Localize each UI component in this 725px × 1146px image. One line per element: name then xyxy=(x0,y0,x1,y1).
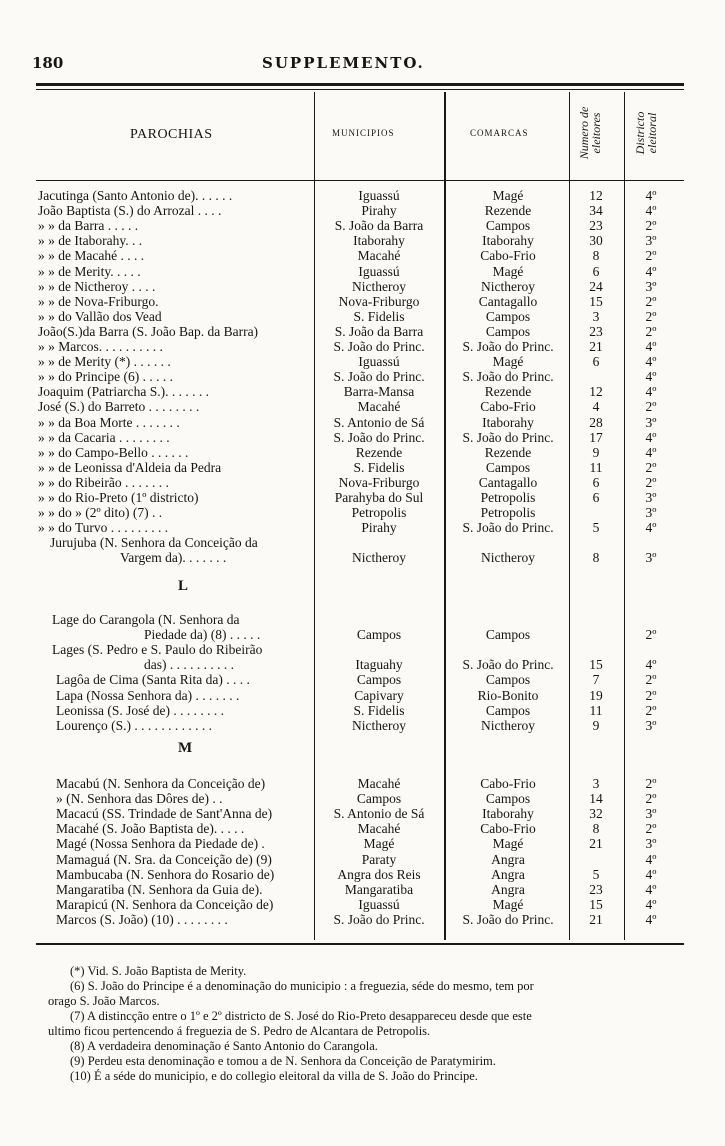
eleitores-cell: 23 xyxy=(589,324,603,339)
comarca-cell: Cantagallo xyxy=(478,475,538,490)
footnotes xyxy=(48,964,688,1084)
comarca-cell: Petropolis xyxy=(480,505,536,520)
comarca-cell: Rio-Bonito xyxy=(477,688,539,703)
footnote: (6) S. João do Principe é a denominação do municipio : a freguezia, séde do mesmo, tem por xyxy=(70,979,534,993)
table-row xyxy=(0,248,725,263)
table-row xyxy=(0,718,725,733)
parochia-cell: » » do » (2º dito) (7) . . xyxy=(38,505,163,520)
table-row xyxy=(0,791,725,806)
parochia-cell: » » do Vallão dos Vead xyxy=(38,309,162,324)
table-row xyxy=(0,233,725,248)
comarca-cell: Magé xyxy=(492,836,524,851)
eleitores-cell: 32 xyxy=(589,806,603,821)
comarca-cell: Rezende xyxy=(484,384,532,399)
comarca-cell: Cabo-Frio xyxy=(480,821,536,836)
eleitores-cell: 7 xyxy=(592,672,600,687)
eleitores-cell: 4 xyxy=(592,399,600,414)
parochia-cell: » » Marcos. . . . . . . . . . xyxy=(38,339,163,354)
eleitores-cell: 12 xyxy=(589,384,603,399)
comarca-cell: Campos xyxy=(485,672,531,687)
table-row xyxy=(0,415,725,430)
eleitores-cell: 23 xyxy=(589,882,603,897)
eleitores-cell: 23 xyxy=(589,218,603,233)
comarca-cell: Rezende xyxy=(484,203,532,218)
eleitores-cell: 21 xyxy=(589,912,603,927)
municipio-cell: Macahé xyxy=(357,821,401,836)
table-row xyxy=(0,490,725,505)
municipio-cell: S. João do Princ. xyxy=(333,369,425,384)
municipio-cell: Nictheroy xyxy=(352,550,406,565)
comarca-cell: Angra xyxy=(491,852,525,867)
parochia-cell: Jacutinga (Santo Antonio de). . . . . . xyxy=(38,188,233,203)
top-rule-thin xyxy=(36,89,684,90)
table-row xyxy=(0,882,725,897)
eleitores-cell: 30 xyxy=(589,233,603,248)
districto-cell: 4º xyxy=(645,430,657,445)
eleitores-cell: 21 xyxy=(589,339,603,354)
parochia-cell: Macahé (S. João Baptista de). . . . . xyxy=(56,821,245,836)
footnote: (10) É a séde do municipio, e do collegio eleitoral da villa de S. João do Principe. xyxy=(70,1069,478,1083)
comarca-cell: Rezende xyxy=(484,445,532,460)
parochia-cell: Marapicú (N. Senhora da Conceição de) xyxy=(56,897,274,912)
parochia-cell: Macacú (SS. Trindade de Sant'Anna de) xyxy=(56,806,273,821)
districto-cell: 4º xyxy=(645,264,657,279)
table-row xyxy=(0,776,725,791)
parochia-cell: das) . . . . . . . . . . xyxy=(144,657,234,672)
districto-cell: 4º xyxy=(645,384,657,399)
districto-cell: 2º xyxy=(645,475,657,490)
municipio-cell: Iguassú xyxy=(358,188,400,203)
table-row xyxy=(0,836,725,851)
table-row xyxy=(0,309,725,324)
parochia-cell: » » da Cacaria . . . . . . . . xyxy=(38,430,170,445)
districto-cell: 4º xyxy=(645,657,657,672)
table-row xyxy=(0,897,725,912)
eleitores-cell: 15 xyxy=(589,294,603,309)
municipio-cell: Parahyba do Sul xyxy=(334,490,424,505)
eleitores-cell: 21 xyxy=(589,836,603,851)
parochia-cell: » » do Ribeirão . . . . . . . xyxy=(38,475,169,490)
header-numero-eleitores: Numero de eleitores xyxy=(577,106,603,160)
parochia-cell: » » de Merity (*) . . . . . . xyxy=(38,354,171,369)
table-row-line xyxy=(0,612,725,627)
municipio-cell: Macahé xyxy=(357,776,401,791)
eleitores-cell: 12 xyxy=(589,188,603,203)
table-row xyxy=(0,399,725,414)
municipio-cell: Nova-Friburgo xyxy=(338,294,420,309)
comarca-cell: Angra xyxy=(491,867,525,882)
parochia-cell: Joaquim (Patriarcha S.). . . . . . . xyxy=(38,384,209,399)
parochia-cell: Lourenço (S.) . . . . . . . . . . . . xyxy=(56,718,212,733)
comarca-cell: Angra xyxy=(491,882,525,897)
header-parochias: PAROCHIAS xyxy=(130,127,213,142)
municipio-cell: Iguassú xyxy=(358,264,400,279)
eleitores-cell: 3 xyxy=(592,776,600,791)
municipio-cell: Pirahy xyxy=(361,203,397,218)
parochia-cell: Lages (S. Pedro e S. Paulo do Ribeirão xyxy=(52,642,263,657)
eleitores-cell: 15 xyxy=(589,657,603,672)
districto-cell: 3º xyxy=(645,718,657,733)
table-row-line xyxy=(0,642,725,657)
municipio-cell: Pirahy xyxy=(361,520,397,535)
districto-cell: 4º xyxy=(645,203,657,218)
comarca-cell: Cabo-Frio xyxy=(480,248,536,263)
eleitores-cell: 15 xyxy=(589,897,603,912)
parochia-cell: » » da Barra . . . . . xyxy=(38,218,139,233)
districto-cell: 2º xyxy=(645,218,657,233)
municipio-cell: Nova-Friburgo xyxy=(338,475,420,490)
parochia-cell: Lagôa de Cima (Santa Rita da) . . . . xyxy=(56,672,250,687)
districto-cell: 4º xyxy=(645,897,657,912)
eleitores-cell: 6 xyxy=(592,490,600,505)
table-row xyxy=(0,264,725,279)
table-row xyxy=(0,279,725,294)
districto-cell: 2º xyxy=(645,248,657,263)
comarca-cell: Magé xyxy=(492,897,524,912)
districto-cell: 4º xyxy=(645,852,657,867)
municipio-cell: S. João do Princ. xyxy=(333,339,425,354)
municipio-cell: S. Antonio de Sá xyxy=(333,415,425,430)
table-row xyxy=(0,520,725,535)
table-row xyxy=(0,867,725,882)
municipio-cell: S. João da Barra xyxy=(334,324,424,339)
parochia-cell: Vargem da). . . . . . . xyxy=(120,550,227,565)
parochia-cell: Leonissa (S. José de) . . . . . . . . xyxy=(56,703,224,718)
table-row xyxy=(0,672,725,687)
districto-cell: 2º xyxy=(645,688,657,703)
municipio-cell: Barra-Mansa xyxy=(343,384,415,399)
header-districto-eleitoral: Districto eleitoral xyxy=(633,111,659,155)
comarca-cell: S. João do Princ. xyxy=(462,912,554,927)
parochia-cell: » » de Merity. . . . . xyxy=(38,264,141,279)
parochia-cell: Lapa (Nossa Senhora da) . . . . . . . xyxy=(56,688,240,703)
section-letter-m: M xyxy=(178,740,193,756)
eleitores-cell: 11 xyxy=(589,460,603,475)
districto-cell: 3º xyxy=(645,550,657,565)
parochia-cell: » » do Turvo . . . . . . . . . xyxy=(38,520,169,535)
comarca-cell: Petropolis xyxy=(480,490,536,505)
districto-cell: 4º xyxy=(645,369,657,384)
comarca-cell: Nictheroy xyxy=(481,550,535,565)
comarca-cell: S. João do Princ. xyxy=(462,657,554,672)
parochia-cell: Macabú (N. Senhora da Conceição de) xyxy=(56,776,266,791)
municipio-cell: Macahé xyxy=(357,399,401,414)
table-row xyxy=(0,188,725,203)
districto-cell: 2º xyxy=(645,324,657,339)
districto-cell: 4º xyxy=(645,354,657,369)
municipio-cell: Nictheroy xyxy=(352,279,406,294)
municipio-cell: Campos xyxy=(356,791,402,806)
table-row xyxy=(0,354,725,369)
table-row xyxy=(0,627,725,642)
top-rule-thick xyxy=(36,83,684,86)
municipio-cell: Macahé xyxy=(357,248,401,263)
comarca-cell: Campos xyxy=(485,791,531,806)
parochia-cell: José (S.) do Barreto . . . . . . . . xyxy=(38,399,200,414)
eleitores-cell: 5 xyxy=(592,867,600,882)
districto-cell: 4º xyxy=(645,867,657,882)
footnote: orago S. João Marcos. xyxy=(48,994,160,1008)
eleitores-cell: 9 xyxy=(592,445,600,460)
eleitores-cell: 8 xyxy=(592,248,600,263)
eleitores-cell: 3 xyxy=(592,309,600,324)
parochia-cell: João(S.)da Barra (S. João Bap. da Barra) xyxy=(38,324,259,339)
eleitores-cell: 8 xyxy=(592,550,600,565)
parochia-cell: » » de Leonissa d'Aldeia da Pedra xyxy=(38,460,222,475)
districto-cell: 3º xyxy=(645,505,657,520)
table-row xyxy=(0,806,725,821)
table-row xyxy=(0,203,725,218)
comarca-cell: Campos xyxy=(485,324,531,339)
table-row xyxy=(0,294,725,309)
municipio-cell: Itaborahy xyxy=(353,233,405,248)
parochia-cell: Mangaratiba (N. Senhora da Guia de). xyxy=(56,882,263,897)
districto-cell: 2º xyxy=(645,309,657,324)
districto-cell: 3º xyxy=(645,415,657,430)
comarca-cell: Campos xyxy=(485,627,531,642)
comarca-cell: S. João do Princ. xyxy=(462,369,554,384)
districto-cell: 3º xyxy=(645,836,657,851)
municipio-cell: Rezende xyxy=(355,445,403,460)
table-row xyxy=(0,475,725,490)
comarca-cell: Campos xyxy=(485,460,531,475)
districto-cell: 3º xyxy=(645,490,657,505)
eleitores-cell: 34 xyxy=(589,203,603,218)
municipio-cell: Iguassú xyxy=(358,897,400,912)
table-row xyxy=(0,821,725,836)
comarca-cell: Itaborahy xyxy=(482,233,534,248)
municipio-cell: Nictheroy xyxy=(352,718,406,733)
municipio-cell: Mangaratiba xyxy=(344,882,414,897)
comarca-cell: Campos xyxy=(485,218,531,233)
table-row xyxy=(0,324,725,339)
districto-cell: 2º xyxy=(645,627,657,642)
table-row xyxy=(0,384,725,399)
parochia-cell: » » da Boa Morte . . . . . . . xyxy=(38,415,180,430)
districto-cell: 2º xyxy=(645,821,657,836)
table-row xyxy=(0,550,725,565)
parochia-cell: » » de Itaborahy. . . xyxy=(38,233,143,248)
page-title: SUPPLEMENTO. xyxy=(262,54,425,72)
municipio-cell: Petropolis xyxy=(351,505,407,520)
districto-cell: 3º xyxy=(645,806,657,821)
comarca-cell: Campos xyxy=(485,703,531,718)
municipio-cell: S. João da Barra xyxy=(334,218,424,233)
header-municipios: MUNICIPIOS xyxy=(332,128,395,138)
eleitores-cell: 24 xyxy=(589,279,603,294)
municipio-cell: Capivary xyxy=(354,688,404,703)
parochia-cell: » » de Nova-Friburgo. xyxy=(38,294,159,309)
section-letter-l: L xyxy=(178,578,189,594)
parochia-cell: » » do Campo-Bello . . . . . . xyxy=(38,445,189,460)
footnote: (*) Vid. S. João Baptista de Merity. xyxy=(70,964,247,978)
comarca-cell: S. João do Princ. xyxy=(462,520,554,535)
table-row xyxy=(0,912,725,927)
parochia-cell: Magé (Nossa Senhora da Piedade de) . xyxy=(56,836,265,851)
eleitores-cell: 14 xyxy=(589,791,603,806)
comarca-cell: Cantagallo xyxy=(478,294,538,309)
districto-cell: 2º xyxy=(645,399,657,414)
eleitores-cell: 28 xyxy=(589,415,603,430)
comarca-cell: Magé xyxy=(492,188,524,203)
eleitores-cell: 6 xyxy=(592,264,600,279)
parochia-cell: Mambucaba (N. Senhora do Rosario de) xyxy=(56,867,275,882)
table-row xyxy=(0,505,725,520)
municipio-cell: S. Fidelis xyxy=(353,703,405,718)
header-rule xyxy=(36,180,684,181)
comarca-cell: Nictheroy xyxy=(481,718,535,733)
municipio-cell: Magé xyxy=(363,836,395,851)
table-row xyxy=(0,445,725,460)
parochia-cell: » (N. Senhora das Dôres de) . . xyxy=(56,791,223,806)
table-row xyxy=(0,688,725,703)
municipio-cell: Angra dos Reis xyxy=(337,867,421,882)
page-number: 180 xyxy=(32,54,64,72)
municipio-cell: Iguassú xyxy=(358,354,400,369)
comarca-cell: S. João do Princ. xyxy=(462,430,554,445)
municipio-cell: Itaguahy xyxy=(355,657,403,672)
comarca-cell: Cabo-Frio xyxy=(480,399,536,414)
districto-cell: 2º xyxy=(645,776,657,791)
districto-cell: 4º xyxy=(645,339,657,354)
districto-cell: 4º xyxy=(645,882,657,897)
eleitores-cell: 6 xyxy=(592,354,600,369)
parochia-cell: Lage do Carangola (N. Senhora da xyxy=(52,612,240,627)
parochia-cell: » » de Nictheroy . . . . xyxy=(38,279,156,294)
table-row-line xyxy=(0,535,725,550)
municipio-cell: S. Fidelis xyxy=(353,309,405,324)
comarca-cell: S. João do Princ. xyxy=(462,339,554,354)
table-row xyxy=(0,369,725,384)
table-row xyxy=(0,703,725,718)
comarca-cell: Cabo-Frio xyxy=(480,776,536,791)
table-row xyxy=(0,430,725,445)
districto-cell: 4º xyxy=(645,445,657,460)
eleitores-cell: 11 xyxy=(589,703,603,718)
districto-cell: 4º xyxy=(645,912,657,927)
comarca-cell: Itaborahy xyxy=(482,415,534,430)
municipio-cell: Campos xyxy=(356,627,402,642)
parochia-cell: João Baptista (S.) do Arrozal . . . . xyxy=(38,203,222,218)
footnote: (8) A verdadeira denominação é Santo Antonio do Carangola. xyxy=(70,1039,378,1053)
eleitores-cell: 8 xyxy=(592,821,600,836)
header-comarcas: COMARCAS xyxy=(470,128,529,138)
eleitores-cell: 19 xyxy=(589,688,603,703)
eleitores-cell: 9 xyxy=(592,718,600,733)
eleitores-cell: 5 xyxy=(592,520,600,535)
municipio-cell: S. Antonio de Sá xyxy=(333,806,425,821)
comarca-cell: Magé xyxy=(492,354,524,369)
parochia-cell: Jurujuba (N. Senhora da Conceição da xyxy=(50,535,258,550)
districto-cell: 2º xyxy=(645,791,657,806)
parochia-cell: » » do Rio-Preto (1º districto) xyxy=(38,490,199,505)
districto-cell: 3º xyxy=(645,233,657,248)
districto-cell: 4º xyxy=(645,188,657,203)
districto-cell: 2º xyxy=(645,460,657,475)
districto-cell: 2º xyxy=(645,294,657,309)
municipio-cell: S. João do Princ. xyxy=(333,430,425,445)
comarca-cell: Nictheroy xyxy=(481,279,535,294)
eleitores-cell: 6 xyxy=(592,475,600,490)
municipio-cell: S. João do Princ. xyxy=(333,912,425,927)
footnote: (9) Perdeu esta denominação e tomou a de N. Senhora da Conceição de Paratymirim. xyxy=(70,1054,496,1068)
comarca-cell: Itaborahy xyxy=(482,806,534,821)
footnote: (7) A distincção entre o 1º e 2º districto de S. José do Rio-Preto desappareceu desde que este xyxy=(70,1009,532,1023)
eleitores-cell: 17 xyxy=(589,430,603,445)
table-row xyxy=(0,852,725,867)
parochia-cell: » » de Macahé . . . . xyxy=(38,248,145,263)
bottom-rule xyxy=(36,943,684,945)
municipio-cell: Campos xyxy=(356,672,402,687)
municipio-cell: S. Fidelis xyxy=(353,460,405,475)
districto-cell: 4º xyxy=(645,520,657,535)
municipio-cell: Paraty xyxy=(361,852,397,867)
table-row xyxy=(0,657,725,672)
table-row xyxy=(0,218,725,233)
parochia-cell: » » do Principe (6) . . . . . xyxy=(38,369,173,384)
comarca-cell: Campos xyxy=(485,309,531,324)
table-row xyxy=(0,339,725,354)
districto-cell: 2º xyxy=(645,703,657,718)
comarca-cell: Magé xyxy=(492,264,524,279)
footnote: ultimo ficou pertencendo á freguezia de S. Pedro de Alcantara de Petropolis. xyxy=(48,1024,431,1038)
parochia-cell: Marcos (S. João) (10) . . . . . . . . xyxy=(56,912,228,927)
parochia-cell: Piedade da) (8) . . . . . xyxy=(144,627,261,642)
districto-cell: 2º xyxy=(645,672,657,687)
districto-cell: 3º xyxy=(645,279,657,294)
parochia-cell: Mamaguá (N. Sra. da Conceição de) (9) xyxy=(56,852,272,867)
table-row xyxy=(0,460,725,475)
